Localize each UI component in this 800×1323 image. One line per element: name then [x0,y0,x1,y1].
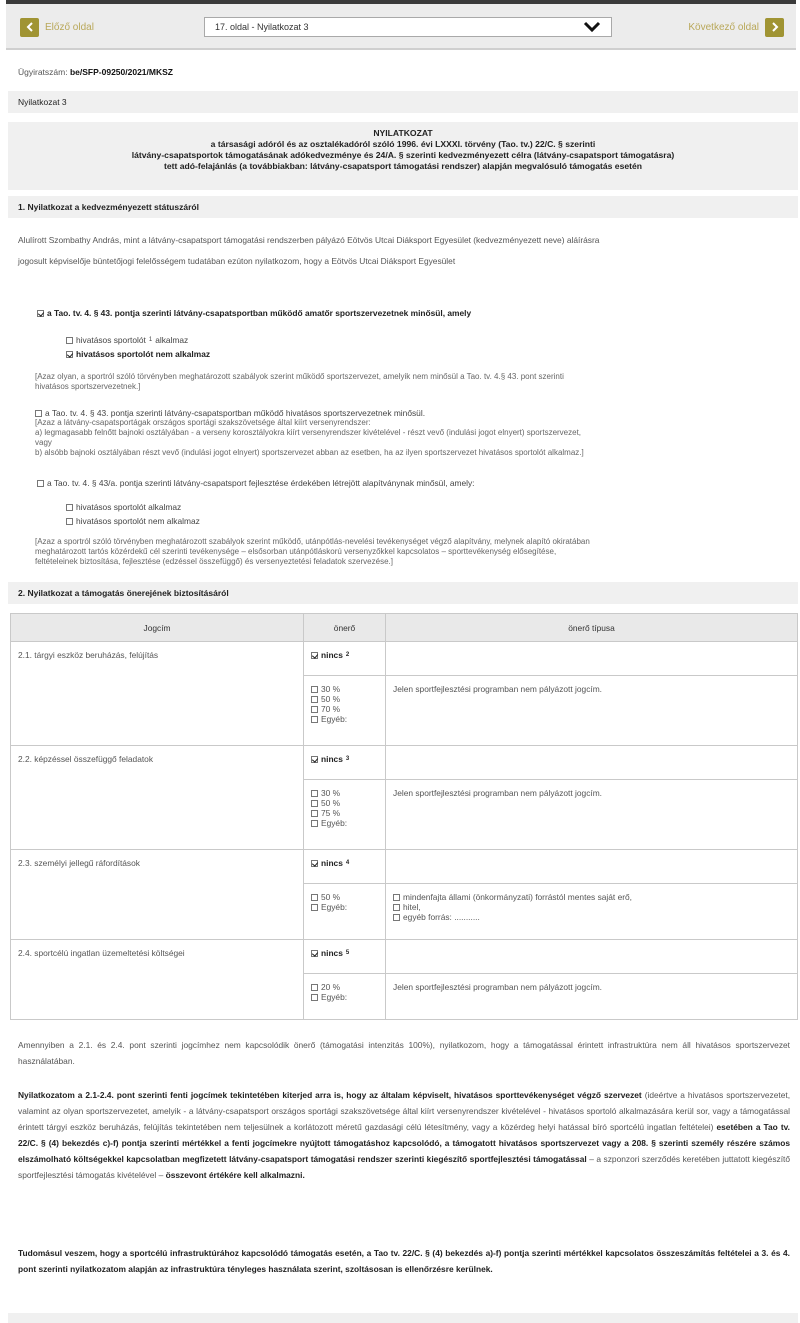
empty-cell [386,940,798,974]
checkbox-nincs[interactable] [311,652,318,659]
percent-option[interactable] [311,892,378,902]
nincs-option[interactable] [311,858,378,868]
option-pro-yes-label-end: alkalmaz [155,335,189,345]
percent-option[interactable] [311,902,378,912]
checkbox-pro-yes[interactable] [66,337,73,344]
note-professional-line-1: [Azaz a látvány-csapatsportágak országos sportági szakszövetsége által kiírt versenyrendszer: [35,418,371,427]
page-select[interactable] [204,17,612,37]
checkbox-percent[interactable] [311,716,318,723]
checkbox-percent[interactable] [311,894,318,901]
percent-options [304,974,386,1020]
onero-tipus-cell: Jelen sportfejlesztési programban nem pályázott jogcím. [386,974,798,1020]
declaration-line-1: a társasági adóról és az osztalékadóról szóló 1996. évi LXXXI. törvény (Tao. tv.) 22/C. § szerinti [210,139,596,149]
declaration-title: NYILATKOZAT [373,128,433,138]
source-label: mindenfajta állami (önkormányzati) forrástól mentes saját erő, [403,892,633,902]
percent-label: Egyéb: [321,902,348,912]
footer-paragraph-1: Amennyiben a 2.1. és 2.4. pont szerinti jogcímhez nem kapcsolódik önerő (támogatási intenzitás 100%), nyilatkozom, hogy a támogatással érintett infrastruktúra nem áll hivatásos sportszervezet használatában. [18,1040,790,1066]
header-onero-tipusa: önerő típusa [386,614,798,642]
percent-option[interactable] [311,694,378,704]
checkbox-foundation[interactable] [37,480,44,487]
option-foundation-pro-no[interactable] [66,516,200,526]
note-foundation-line-1: [Azaz a sportról szóló törvényben meghatározott szabályok szerint működő, utánpótlás-nevelési tevékenységet végző alapítvány, melynek alapító okiratában [35,537,590,546]
nincs-label: nincs [321,858,343,868]
footer-p2-bold-3: összevont értékére kell alkalmazni. [165,1170,305,1180]
nincs-option[interactable] [311,650,378,660]
case-number-value: be/SFP-09250/2021/MKSZ [69,67,173,77]
option-amateur-label: a Tao. tv. 4. § 43. pontja szerinti látvány-csapatsportban működő amatőr sportszervezetnek minősül, amely [47,308,472,318]
percent-label: 50 % [321,694,341,704]
onero-tipus-cell: Jelen sportfejlesztési programban nem pályázott jogcím. [386,676,798,746]
section-2-title: 2. Nyilatkozat a támogatás önerejének biztosításáról [8,582,798,604]
checkbox-nincs[interactable] [311,950,318,957]
option-foundation-pro-yes-label: hivatásos sportolót alkalmaz [76,502,182,512]
table-row [11,850,798,884]
checkbox-foundation-pro-yes[interactable] [66,504,73,511]
footer-p2-text-1: (ideértve a hivatásos sportszervezetet, valamint az olyan sportszervezetet, amelyik - a látvány-csapatsport országos sportági szakszövetsége által kiírt versenyrendszer kivételével - hivatásos sportoló alkalmazására kerül sor, vagy a támogatással érintett tárgyi eszköz beruházás, felújítás tekintetében nem teljesülnek a korlátozott méretű gazdasági célú létesítmény, vagy a közérdeg helyi hatással bíró sportcélú ingatlan feltételei) [18,1090,791,1132]
note-professional-line-3: vagy [35,438,52,447]
prev-page-button[interactable] [20,17,94,37]
note-professional [35,418,765,458]
percent-option[interactable] [311,808,378,818]
jogcim-cell: 2.2. képzéssel összefüggő feladatok [11,746,304,850]
percent-label: Egyéb: [321,992,348,1002]
case-number [18,67,173,77]
checkbox-source[interactable] [393,914,400,921]
footer-p2-bold-1: Nyilatkozatom a 2.1-2.4. pont szerinti fenti jogcímek tekintetében kiterjed arra is, hogy az általam képviselt, hivatásos sporttevékenységet végző szervezet [18,1090,642,1100]
next-page-label: Következő oldal [688,21,759,33]
checkbox-pro-no[interactable] [66,351,73,358]
source-label: egyéb forrás: ........... [403,912,480,922]
note-foundation [35,537,765,567]
percent-options [304,884,386,940]
nincs-option[interactable] [311,948,378,958]
declaration-header [8,122,798,190]
nincs-label: nincs [321,948,343,958]
option-amateur[interactable] [37,308,471,318]
footnote: 4 [345,860,350,866]
bottom-bar [8,1313,798,1323]
note-professional-line-4: b) alsóbb bajnoki osztályában részt vevő (indulási jogot elnyert) sportszervezet abban az esetben, ha az ilyen sportszervezet hivatásos sportolót alkalmaz.] [35,448,584,457]
own-contribution-table [10,613,798,1020]
page-navigation-bar [6,0,796,50]
checkbox-source[interactable] [393,904,400,911]
checkbox-professional[interactable] [35,410,42,417]
checkbox-percent[interactable] [311,686,318,693]
percent-label: Egyéb: [321,818,348,828]
percent-label: 50 % [321,892,341,902]
next-page-button[interactable] [688,17,784,37]
option-pro-yes-label: hivatásos sportolót [76,335,146,345]
percent-option[interactable] [311,788,378,798]
section-1-intro [18,234,790,268]
onero-tipus-cell [386,884,798,940]
checkbox-amateur[interactable] [37,310,44,317]
percent-option[interactable] [311,992,378,1002]
percent-option[interactable] [311,704,378,714]
nincs-option[interactable] [311,754,378,764]
option-foundation[interactable] [37,478,475,488]
checkbox-percent[interactable] [311,820,318,827]
note-foundation-line-3: feltételeinek biztosítása, fejlesztése (edzéssel összefüggő) és versenyeztetési feladatok szervezése.] [35,557,393,566]
nincs-label: nincs [321,754,343,764]
nincs-cell [304,746,386,780]
footer-p2-text-2: – a szponzori szerződés keretében juttatott kiegészítő sportfejlesztési támogatás kivételével – [18,1154,791,1180]
case-number-label: Ügyiratszám: [18,67,68,77]
percent-label: 70 % [321,704,341,714]
percent-option[interactable] [311,714,378,724]
jogcim-cell: 2.3. személyi jellegű ráfordítások [11,850,304,940]
percent-option[interactable] [311,818,378,828]
nincs-cell [304,940,386,974]
checkbox-percent[interactable] [311,904,318,911]
chevron-down-icon [583,21,601,33]
intro-line-1: Alulírott Szombathy András, mint a látvány-csapatsport támogatási rendszerben pályázó Eötvös Utcai Diáksport Egyesület (kedvezményezett neve) aláírásra [18,235,600,245]
intro-line-2: jogosult képviselője büntetőjogi felelősségem tudatában ezúton nyilatkozom, hogy a Eötvös Utcai Diáksport Egyesület [18,256,456,266]
percent-option[interactable] [311,982,378,992]
footnote: 2 [345,652,350,658]
footnote: 5 [345,950,350,956]
source-label: hitel, [403,902,421,912]
checkbox-percent[interactable] [311,994,318,1001]
chevron-right-icon [765,18,784,37]
percent-label: Egyéb: [321,714,348,724]
checkbox-source[interactable] [393,894,400,901]
option-pro-no-label: hivatásos sportolót nem alkalmaz [76,349,211,359]
percent-options [304,780,386,850]
footnote-1: 1 [148,337,153,343]
checkbox-percent[interactable] [311,790,318,797]
percent-options [304,676,386,746]
nincs-label: nincs [321,650,343,660]
checkbox-nincs[interactable] [311,756,318,763]
note-amateur [35,372,765,392]
note-amateur-line-2: hivatásos sportszervezetnek.] [35,382,141,391]
source-option[interactable] [393,892,790,902]
checkbox-foundation-pro-no[interactable] [66,518,73,525]
percent-option[interactable] [311,684,378,694]
header-jogcim: Jogcím [11,614,304,642]
table-row [11,746,798,780]
footer-paragraph-2 [18,1087,790,1183]
section-1-title: 1. Nyilatkozat a kedvezményezett státuszáról [8,196,798,218]
chevron-left-icon [20,18,39,37]
onero-tipus-cell: Jelen sportfejlesztési programban nem pályázott jogcím. [386,780,798,850]
jogcim-cell: 2.4. sportcélú ingatlan üzemeltetési költségei [11,940,304,1020]
footer-p3-text: Tudomásul veszem, hogy a sportcélú infrastruktúrához kapcsolódó támogatás esetén, a Tao tv. 22/C. § (4) bekezdés a)-f) pontja szerinti mértékkel kapcsolatos összeszámítás feltételei a 3. és 4. pont szerinti nyilatkozatom alapján az infrastruktúra tényleges használata szerint, szoltásosan is ellenőrzésre kerülnek. [18,1248,790,1274]
checkbox-nincs[interactable] [311,860,318,867]
empty-cell [386,746,798,780]
option-professional[interactable] [35,408,425,418]
empty-cell [386,642,798,676]
declaration-line-3: tett adó-felajánlás (a továbbiakban: látvány-csapatsport támogatási rendszer) alapján megvalósuló támogatás esetén [163,161,643,171]
prev-page-label: Előző oldal [45,21,94,33]
checkbox-percent[interactable] [311,984,318,991]
checkbox-percent[interactable] [311,800,318,807]
nincs-cell [304,642,386,676]
percent-option[interactable] [311,798,378,808]
footer-p2-bold-2: esetében a Tao tv. 22/C. § (4) bekezdés c)-f) pontja szerinti mértékkel a fenti jogcímekre nyújtott támogatáshoz kapcsolódó, a támogatott hivatásos sportszervezet vagy a 208. § szerinti személy részére számos elszámolható költségekkel kapcsolatban megfizetett látvány-csapatsport támogatási rendszer szerinti kiegészítő sportfejlesztési támogatással [18,1122,790,1164]
footnote: 3 [345,756,350,762]
checkbox-percent[interactable] [311,696,318,703]
table-header-row [11,614,798,642]
checkbox-percent[interactable] [311,810,318,817]
percent-label: 50 % [321,798,341,808]
percent-label: 75 % [321,808,341,818]
footer-paragraph-3 [18,1245,790,1277]
nincs-cell [304,850,386,884]
percent-label: 30 % [321,684,341,694]
percent-label: 20 % [321,982,341,992]
top-strip [6,0,796,4]
note-foundation-line-2: meghatározott tartós közérdekű cél szerinti tevékenysége – elsősorban utánpótláskorú versenyzőkkel kapcsolatos – sporttevékenység elősegítése, [35,547,557,556]
table-row [11,642,798,676]
note-amateur-line-1: [Azaz olyan, a sportról szóló törvényben meghatározott szabályok szerint működő sportszervezet, amelyik nem minősül a Tao. tv. 4.§ 43. pont szerinti [35,372,564,381]
empty-cell [386,850,798,884]
option-foundation-label: a Tao. tv. 4. § 43/a. pontja szerinti látvány-csapatsport fejlesztése érdekében létrejött alapítványnak minősül, amely: [47,478,475,488]
declaration-line-2: látvány-csapatsportok támogatásának adókedvezménye és 24/A. § szerinti kedvezményezett célra (látvány-csapatsport támogatásra) [131,150,675,160]
table-row [11,940,798,974]
option-foundation-pro-no-label: hivatásos sportolót nem alkalmaz [76,516,200,526]
jogcim-cell: 2.1. tárgyi eszköz beruházás, felújítás [11,642,304,746]
option-professional-label: a Tao. tv. 4. § 43. pontja szerinti látvány-csapatsportban működő hivatásos sportszervezetnek minősül. [45,408,426,418]
header-onero: önerő [304,614,386,642]
note-professional-line-2: a) legmagasabb felnőtt bajnoki osztályában - a verseny korosztályokra kiírt versenyrendszer kivételével - részt vevő (indulási jogot elnyert) sportszervezet, [35,428,582,437]
option-amateur-pro-no[interactable] [66,349,210,359]
percent-label: 30 % [321,788,341,798]
option-amateur-pro-yes[interactable] [66,335,188,345]
source-option[interactable] [393,902,790,912]
source-option[interactable] [393,912,790,922]
checkbox-percent[interactable] [311,706,318,713]
page-select-value: 17. oldal - Nyilatkozat 3 [215,22,309,32]
option-foundation-pro-yes[interactable] [66,502,181,512]
section-title: Nyilatkozat 3 [8,91,798,113]
